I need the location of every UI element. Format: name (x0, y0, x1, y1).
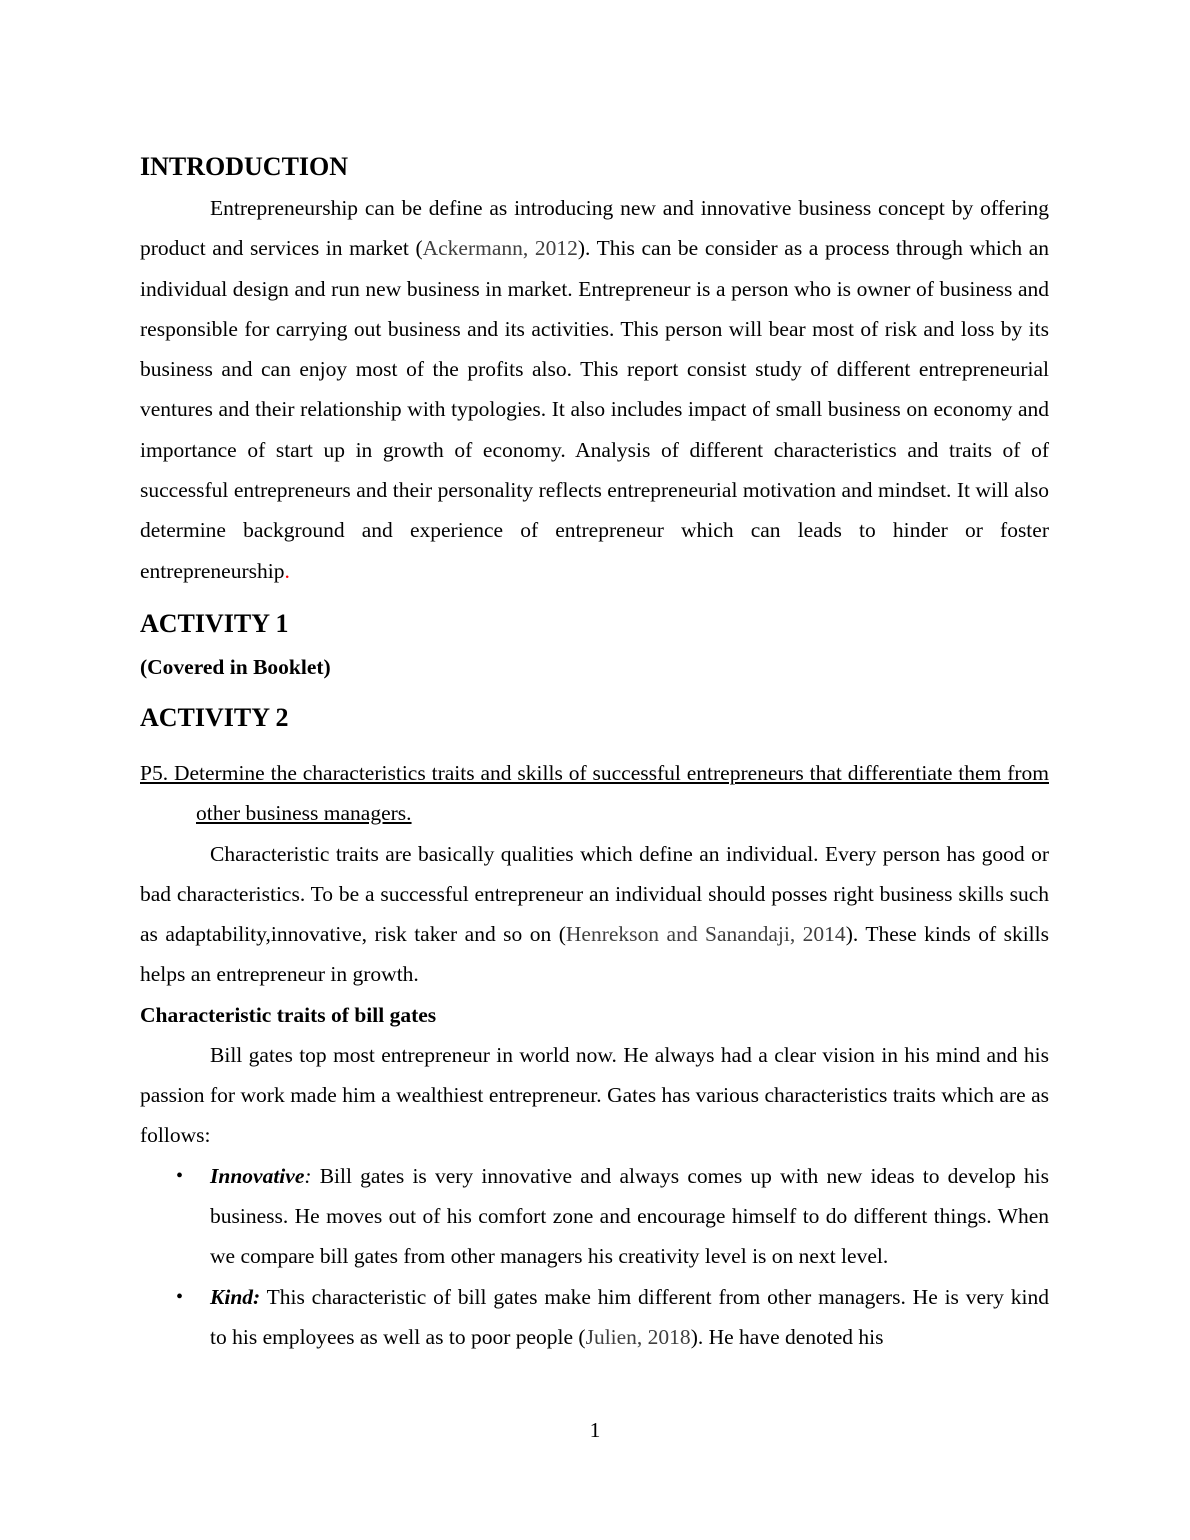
activity1-note: (Covered in Booklet) (140, 654, 331, 679)
bill-gates-subheading: Characteristic traits of bill gates (140, 1002, 437, 1027)
citation: Ackermann, 2012 (422, 236, 578, 261)
activity2-heading: ACTIVITY 2 (140, 702, 289, 732)
bullet-icon: • (176, 1285, 184, 1308)
question-p5: P5. Determine the characteristics traits and skills of successful entrepreneurs that differentiate them from other business managers. (140, 760, 1049, 826)
trait-separator: : (304, 1163, 312, 1188)
traits-text-a: Characteristic traits are basically qualities which define an individual. Every person has good or bad characteristics. To be a successful entrepreneur an individual should posses right business skills such as adaptability,innovative, risk taker and so on ( (140, 841, 1049, 947)
intro-end-mark: . (284, 558, 290, 583)
citation: Henrekson and Sanandaji, 2014 (565, 922, 846, 947)
introduction-heading: INTRODUCTION (140, 152, 349, 181)
trait-text: Bill gates is very innovative and always comes up with new ideas to develop his business. He moves out of his comfort zone and encourage himself to do different things. When we compare bill gates from other managers his creativity level is on next level. (210, 1163, 1049, 1269)
traits-text-b: ). These kinds of skills helps an entrepreneur in growth. (140, 922, 1049, 987)
trait-term: Innovative (210, 1163, 305, 1188)
traits-intro-paragraph (140, 834, 1049, 995)
list-item (140, 1156, 1049, 1277)
bill-gates-paragraph: Bill gates top most entrepreneur in world now. He always had a clear vision in his mind and his passion for work made him a wealthiest entrepreneur. Gates has various characteristics traits which are as follows: (140, 1042, 1049, 1148)
trait-term: Kind: (210, 1284, 261, 1309)
trait-text-end: ). He have denoted his (690, 1324, 884, 1349)
introduction-paragraph (140, 188, 1049, 591)
intro-text-b: ). This can be consider as a process through which an individual design and run new business in market. Entrepreneur is a person who is owner of business and responsible for carrying out business and its activities. This person will bear most of risk and loss by its business and can enjoy most of the profits also. This report consist study of different entrepreneurial ventures and their relationship with typologies. It also includes impact of small business on economy and importance of start up in growth of economy. Analysis of different characteristics and traits of of successful entrepreneurs and their personality reflects entrepreneurial motivation and mindset. It will also determine background and experience of entrepreneur which can leads to hinder or foster entrepreneurship (140, 236, 1049, 583)
document-page (140, 148, 1049, 1357)
citation: Julien, 2018 (585, 1324, 691, 1349)
traits-list (140, 1156, 1049, 1357)
bullet-icon: • (176, 1164, 184, 1187)
trait-text: This characteristic of bill gates make him different from other managers. He is very kind to his employees as well as to poor people ( (210, 1284, 1049, 1349)
list-item (140, 1277, 1049, 1358)
page-number: 1 (589, 1418, 601, 1442)
activity1-heading: ACTIVITY 1 (140, 608, 289, 638)
intro-text-a: Entrepreneurship can be define as introducing new and innovative business concept by offering product and services in market ( (140, 196, 1049, 261)
